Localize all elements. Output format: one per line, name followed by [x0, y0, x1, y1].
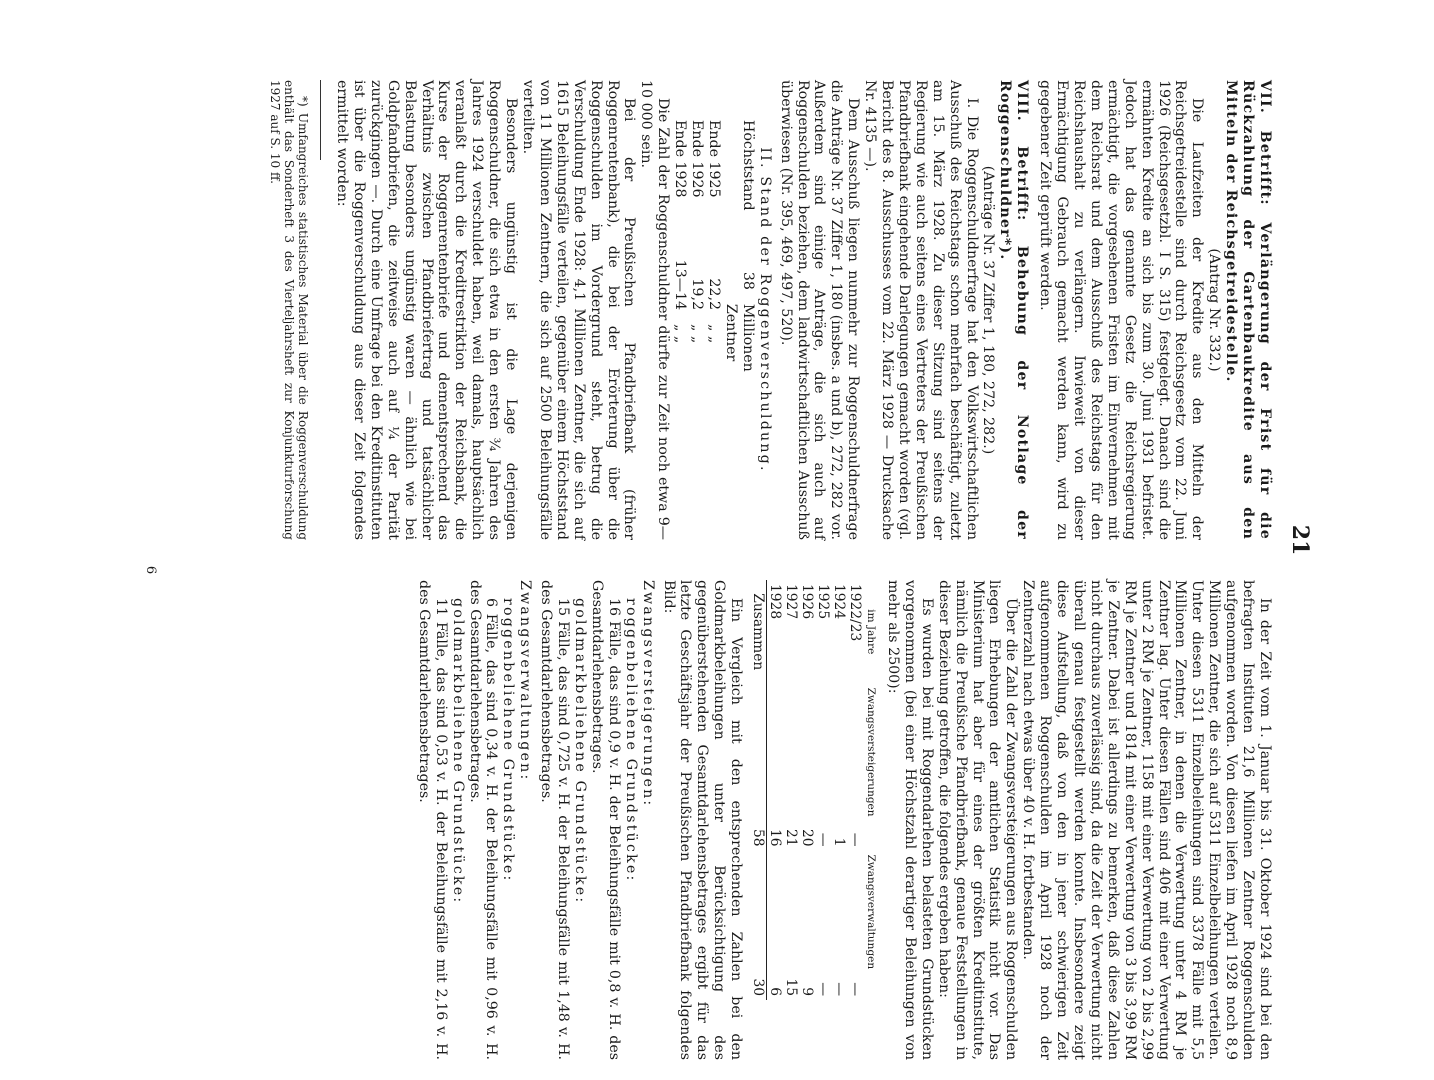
- administrations-gold-text: 11 Fälle, das sind 0,53 v. H. der Beleihungsfälle mit 2,16 v. H. des Gesamtdarlehensbetrages.: [415, 580, 449, 1060]
- administrations-gold-label: goldmarkbeliehene Grundstücke:: [449, 598, 466, 905]
- stat-unit: „ „: [689, 324, 706, 344]
- table-row: [847, 580, 863, 1000]
- rotated-document-page: [83, 80, 1313, 1080]
- section-7-paragraph: Die Laufzeiten der Kredite aus den Mitteln der Reichsgetreidestelle sind durch Reichsgesetz vom 22. Juni 1926 (Reichsgesetzbl. I S. 315) festgelegt. Danach sind die ermähnten Kredite an sich bis zum 30. Juni 1931 befristet. Jedoch hat das genannte Gesetz die Reichsregierung ermächtigt, die vorgesehenen Fristen im Einvernehmen mit dem Reichsrat und dem Ausschuß des Reichstags für den Reichshaushalt zu verlängern. Inwieweit von dieser Ermächtigung Gebrauch gemacht werden kann, wird zu gegebener Zeit geprüft werden.: [1037, 80, 1206, 540]
- auctions-gold-text: 15 Fälle, das sind 0,725 v. H. der Beleihungsfälle mit 1,48 v. H. des Gesamtdarlehensbetrages.: [538, 580, 572, 1060]
- section-8-paragraph-2: Dem Ausschuß liegen nunmehr zur Roggenschuldnerfrage die Anträge Nr. 37 Ziffer 1, 180 (insbes. a und b), 272, 282 vor. Außerdem sind einige Anträge, die sich auch auf Roggenschulden beziehen, dem landwirtschaftlichen Ausschuß überwiesen (Nr. 395, 469, 497, 520).: [777, 80, 862, 540]
- left-column: [268, 80, 1273, 540]
- sum-administrations: 30: [750, 851, 767, 1000]
- row-year: 1926: [799, 584, 816, 620]
- row-administrations: —: [815, 982, 832, 996]
- table-row: [783, 580, 799, 1000]
- section-8-paragraph-3: Die Zahl der Roggenschuldner dürfte zur Zeit noch etwa 9—10 000 sein.: [638, 80, 672, 540]
- auctions-heading: Zwangsversteigerungen:: [639, 580, 656, 808]
- section-8-ii-heading: II. Stand der Roggenverschuldung.: [756, 147, 773, 473]
- row-auctions: 21: [783, 828, 800, 847]
- section-8-paragraph-1: I. Die Roggenschuldnerfrage hat den Volkswirtschaftlichen Ausschuß des Reichstags schon mehrfach beschäftigt, zuletzt am 15. März 1928. Zu dieser Sitzung sind seitens der Regierung wie auch seitens eines Vertreters der Preußischen Pfandbriefbank eingehende Darlegungen gemacht worden (vgl. Bericht des 8. Ausschusses vom 22. März 1928 — Drucksache Nr. 4135 —).: [862, 80, 980, 540]
- stat-row: [671, 120, 688, 420]
- footnote: *) Umfangreiches statistisches Material über die Roggenverschuldung enthält das Sonderheft 3 des Vierteljahrsheft zur Konjunkturforschung 1927 auf S. 10 ff.: [268, 80, 311, 540]
- column-header-auctions: Zwangsversteigerungen: [865, 687, 878, 817]
- section-7-heading: VII. Betrifft: Verlängerung der Frist für die Rückzahlung der Gartenbaukredite aus den Mitteln der Reichsgetreidestelle.: [1223, 80, 1273, 540]
- column-header-administrations: Zwangsverwaltungen: [865, 854, 878, 970]
- table-header: [863, 580, 878, 1000]
- row-auctions: —: [815, 832, 832, 847]
- stat-row: [688, 120, 705, 420]
- stat-unit: „ „: [672, 324, 689, 344]
- stat-label: Höchststand: [739, 120, 756, 211]
- table-row: [831, 580, 847, 1000]
- row-year: 1927: [783, 584, 800, 620]
- auctions-gold-label: goldmarkbeliehene Grundstücke:: [572, 598, 588, 905]
- administrations-rye-text: 6 Fälle, das sind 0,34 v. H. der Beleihungsfälle mit 0,96 v. H. des Gesamtdarlehensbetrages.: [466, 580, 500, 1060]
- auctions-rye-text: 16 Fälle, das sind 0,9 v. H. der Beleihungsfälle mit 0,8 v. H. des Gesamtdarlehensbetrages.: [588, 580, 622, 1060]
- debt-statistics: [671, 80, 756, 540]
- footnote-divider: [320, 80, 321, 160]
- stat-label: Ende 1928: [672, 120, 689, 198]
- right-paragraph-2: Über die Zahl der Zwangsversteigerungen aus Roggenschulden liegen Erhebungen der amtlichen Statistik nicht vor. Das Ministerium hat aber für eines der größten Kreditinstitute, nämlich die Preußische Pfandbriefbank, genaue Feststellungen in dieser Beziehung getroffen, die folgendes ergeben haben:: [935, 580, 1020, 1060]
- table-sum-row: [750, 580, 767, 1000]
- right-paragraph-1: In der Zeit vom 1. Januar bis 31. Oktober 1924 sind bei den befragten Instituten 21,6 Millionen Zentner Roggenschulden aufgenommen worden. Von diesen liefen im April 1928 noch 8,9 Millionen Zentner, die sich auf 5311 Einzelbeleihungen verteilen. Unter diesen 5311 Einzelbeleihungen sind 3378 Fälle mit 5,5 Millionen Zentner, in denen die Verwertung unter 4 RM je Zentner lag. Unter diesen Fällen sind 406 mit einer Verwertung unter 2 RM je Zentner, 1158 mit einer Verwertung von 2 bis 2,99 RM je Zentner und 1814 mit einer Verwertung von 3 bis 3,99 RM je Zentner. Dabei ist allerdings zu bemerken, daß diese Zahlen nicht durchaus zuverlässig sind, da die Zeit der Verwertung nicht überall genau festgestellt werden konnte. Insbesondere zeigt diese Aufstellung, daß von den in jener schwierigen Zeit aufgenommenen Roggenschulden im April 1928 noch der Zentnerzahl nach etwas über 40 v. H. fortbestanden.: [1020, 580, 1273, 1060]
- stat-row: [722, 120, 756, 420]
- row-administrations: —: [847, 982, 864, 996]
- administrations-rye-label: roggenbeliehene Grundstücke:: [500, 598, 517, 883]
- auctions-rye-label: roggenbeliehene Grundstücke:: [622, 598, 639, 883]
- page-number: 21: [1287, 524, 1313, 556]
- table-row: [799, 580, 815, 1000]
- row-year: 1928: [767, 584, 784, 620]
- row-year: 1925: [815, 584, 832, 620]
- stat-value: 22,2: [706, 278, 722, 310]
- stat-unit: Millionen Zentner: [722, 303, 756, 372]
- row-year: 1924: [831, 584, 848, 620]
- column-header-year: im Jahre: [865, 609, 878, 655]
- row-administrations: 6: [767, 987, 784, 996]
- right-paragraph-3: Es wurden bei mit Roggendarlehen belasteten Grundstücken vorgenommen (bei einer Höchstzahl derartiger Beleihungen von mehr als 2500):: [885, 580, 935, 1060]
- stat-label: Ende 1926: [689, 120, 706, 198]
- row-administrations: —: [831, 982, 848, 996]
- stat-unit: „ „: [706, 324, 722, 344]
- stat-value: 19,2: [689, 278, 706, 310]
- stat-row: [705, 120, 722, 420]
- section-8-paragraph-4: Bei der Preußischen Pfandbriefbank (früher Roggenrentenbank), die bei der Erörterung über die Roggenschulden im Vordergrund steht, betrug die Verschuldung Ende 1928: 4,1 Millionen Zentner, die sich auf 1615 Beleihungsfälle verteilen, gegenüber einem Höchststand von 11 Millionen Zentnern, die sich auf 2500 Beleihungsfälle verteilten.: [520, 80, 638, 540]
- table-row: [815, 580, 831, 1000]
- stat-value: 13—14: [672, 259, 689, 310]
- section-7-subheading: (Antrag Nr. 332.): [1206, 248, 1223, 372]
- table-row: [767, 580, 784, 1000]
- section-8-paragraph-5: Besonders ungünstig ist die Lage derjenigen Roggenschuldner, die sich etwa in den ersten ¾ Jahren des Jahres 1924 verschuldet haben, weil damals, hauptsächlich veranlaßt durch die Kreditrestriktion der Reichsbank, die Kurse der Roggenrentenbriefe und dementsprechend das Verhältnis zwischen Pfandbriefertrag und tatsächlicher Belastung besonders ungünstig waren — ähnlich wie bei Goldpfandbriefen, die zeitweise auch auf ¼ der Parität zurückgingen —. Durch eine Umfrage bei den Kreditinstituten ist über die Roggenverschuldung aus dieser Zeit folgendes ermittelt worden:: [334, 80, 520, 540]
- sum-label: Zusammen: [750, 580, 767, 684]
- section-8-heading: VIII. Betrifft: Behebung der Notlage der Roggenschuldner*).: [997, 80, 1031, 540]
- right-column: [415, 580, 1273, 1060]
- section-8-subheading: (Anträge Nr. 37 Ziffer 1, 180, 272, 282.): [980, 165, 997, 455]
- row-auctions: 20: [799, 828, 816, 847]
- foreclosure-table: [750, 580, 878, 1000]
- row-administrations: 15: [783, 978, 800, 996]
- row-auctions: —: [847, 832, 864, 847]
- stat-label: Ende 1925: [706, 120, 722, 198]
- signature-mark: 6: [143, 565, 158, 575]
- row-administrations: 9: [799, 987, 816, 996]
- row-auctions: 1: [831, 837, 848, 847]
- stat-value: 38: [739, 271, 756, 290]
- row-auctions: 16: [767, 828, 784, 847]
- row-year: 1922/23: [847, 584, 864, 642]
- sum-auctions: 58: [750, 684, 767, 851]
- administrations-heading: Zwangsverwaltungen:: [517, 580, 534, 782]
- right-paragraph-4: Ein Vergleich mit den entsprechenden Zahlen bei den Goldmarkbeleihungen unter Berücksichtigung des gegenüberstehenden Gesamtdarlehensbetrages ergibt für das letzte Geschäftsjahr der Preußischen Pfandbriefbank folgendes Bild:: [660, 580, 745, 1060]
